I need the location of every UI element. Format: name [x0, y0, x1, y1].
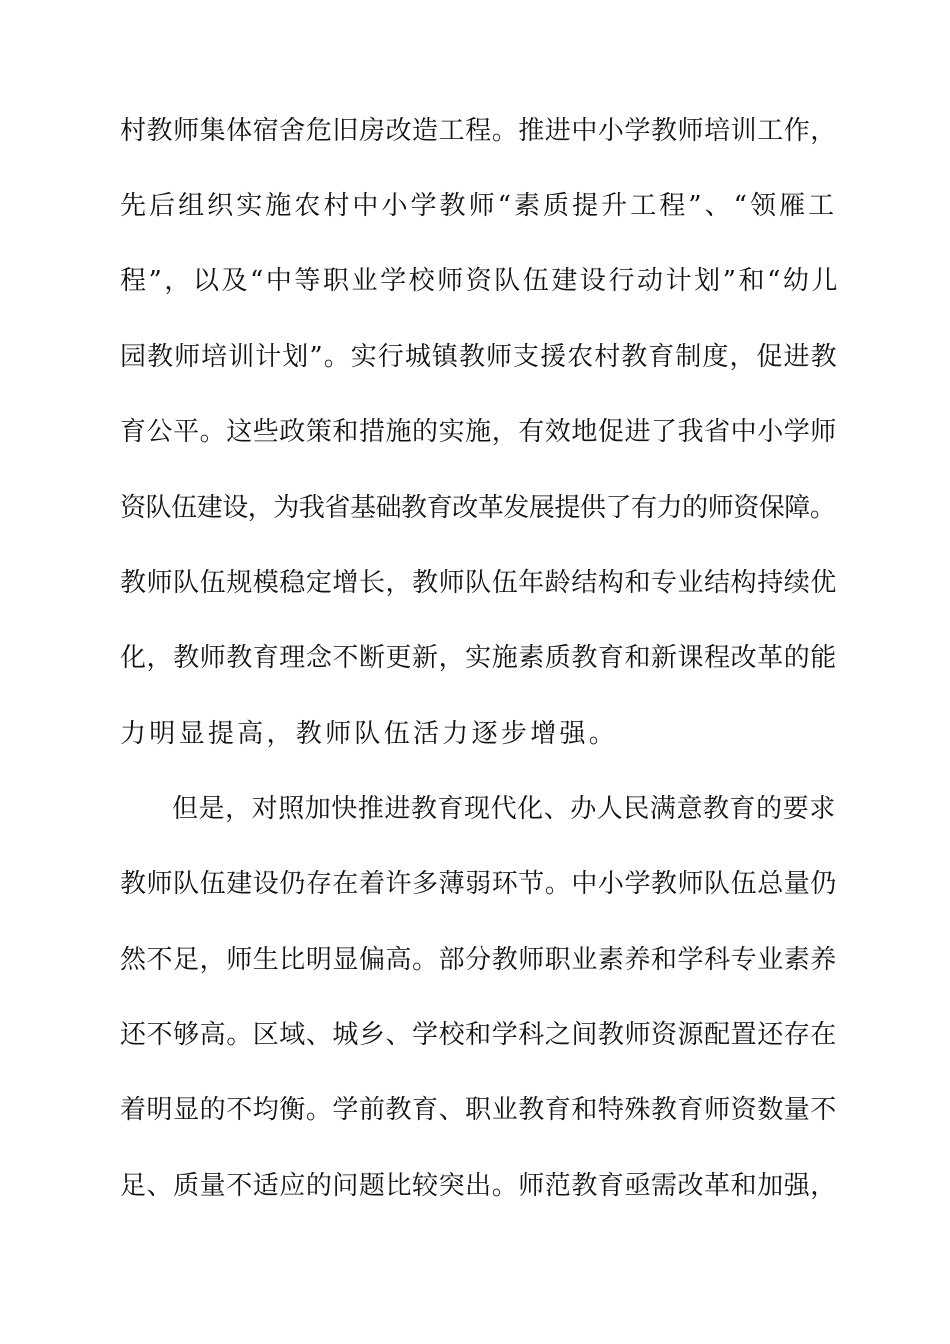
- paragraph-line: 村教师集体宿舍危旧房改造工程。推进中小学教师培训工作，: [120, 116, 837, 146]
- paragraph-line: 教师队伍建设仍存在着许多薄弱环节。中小学教师队伍总量仍: [120, 869, 837, 899]
- paragraph-first-line: 但是，对照加快推进教育现代化、办人民满意教育的要求: [172, 794, 836, 824]
- paragraph-line: 育公平。这些政策和措施的实施，有效地促进了我省中小学师: [120, 417, 837, 447]
- paragraph-line: 程”，以及“中等职业学校师资队伍建设行动计划”和“幼儿: [120, 266, 841, 296]
- paragraph-line: 园教师培训计划”。实行城镇教师支援农村教育制度，促进教: [120, 342, 838, 372]
- paragraph-line: 先后组织实施农村中小学教师“素质提升工程”、“领雁工: [120, 191, 838, 221]
- paragraph-line: 教师队伍规模稳定增长，教师队伍年龄结构和专业结构持续优: [120, 568, 837, 598]
- paragraph-line: 然不足，师生比明显偏高。部分教师职业素养和学科专业素养: [120, 945, 837, 975]
- paragraph-line: 化，教师教育理念不断更新，实施素质教育和新课程改革的能: [120, 643, 837, 673]
- paragraph-line: 着明显的不均衡。学前教育、职业教育和特殊教育师资数量不: [120, 1095, 837, 1125]
- paragraph-line: 足、质量不适应的问题比较突出。师范教育亟需改革和加强，: [120, 1171, 837, 1201]
- paragraph-line: 力明显提高，教师队伍活力逐步增强。: [120, 719, 619, 749]
- paragraph-line: 资队伍建设，为我省基础教育改革发展提供了有力的师资保障。: [120, 493, 836, 523]
- paragraph-line: 还不够高。区域、城乡、学校和学科之间教师资源配置还存在: [120, 1020, 837, 1050]
